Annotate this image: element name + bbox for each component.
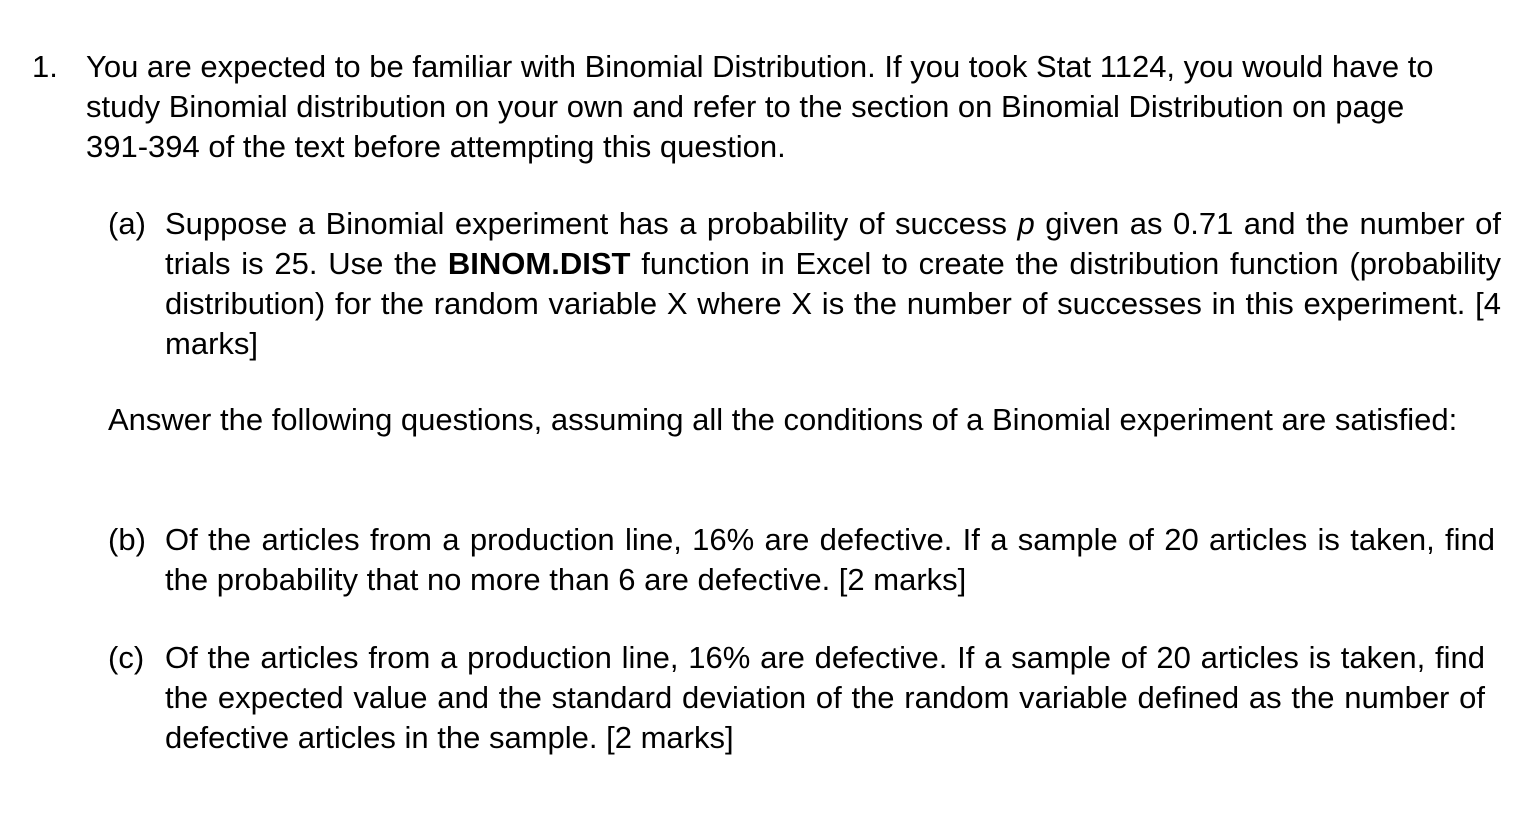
part-b-label: (b) — [108, 522, 146, 557]
answer-instructions: Answer the following questions, assuming all the conditions of a Binomial experiment are satisfied: — [108, 402, 1458, 437]
part-a-text-1: Suppose a Binomial experiment has a probability of success — [165, 206, 1018, 241]
function-name: BINOM.DIST — [447, 246, 631, 281]
part-b-text: Of the articles from a production line, 16% are defective. If a sample of 20 articles is taken, find the probability that no more than 6 are defective. [2 marks] — [165, 522, 1495, 597]
part-a-text — [165, 204, 1501, 364]
question-intro: You are expected to be familiar with Binomial Distribution. If you took Stat 1124, you would have to study Binomial distribution on your own and refer to the section on Binomial Distribution on page 391-394 of the text before attempting this question. — [86, 49, 1434, 164]
part-c-text: Of the articles from a production line, 16% are defective. If a sample of 20 articles is taken, find the expected value and the standard deviation of the random variable defined as the number of defective articles in the sample. [2 marks] — [165, 640, 1485, 755]
question-number: 1. — [32, 49, 58, 84]
part-a-text-2: given as 0.71 and the number of trials is 25. Use the — [165, 206, 1501, 281]
p-symbol: p — [1017, 206, 1035, 241]
part-c-label: (c) — [108, 640, 145, 675]
part-a-label: (a) — [108, 206, 146, 241]
part-a-text-3: function in Excel to create the distribution function (probability distribution) for the random variable X where X is the number of successes in this experiment. [4 marks] — [165, 246, 1501, 361]
